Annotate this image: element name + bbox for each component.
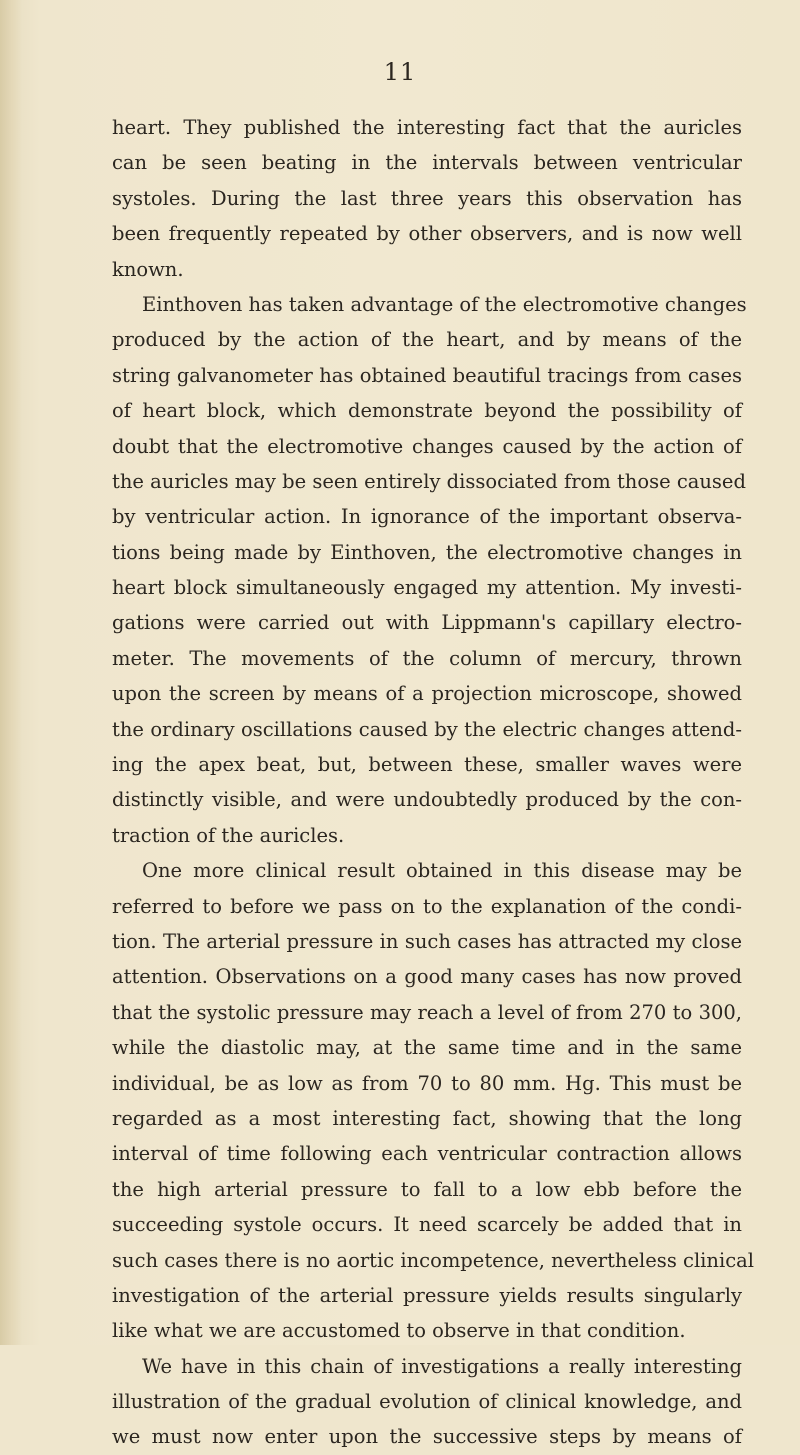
text-line: tion. The arterial pressure in such cases has attracted my close	[112, 929, 742, 953]
text-line: the ordinary oscillations caused by the electric changes attend-	[112, 717, 742, 741]
text-line: attention. Observations on a good many cases has now proved	[112, 965, 742, 989]
text-line: We have in this chain of investigations a really interesting	[142, 1354, 742, 1378]
text-line: such cases there is no aortic incompetence, nevertheless clinical	[112, 1248, 754, 1272]
text-line: systoles. During the last three years this observation has	[112, 186, 742, 210]
text-line: interval of time following each ventricular contraction allows	[112, 1142, 742, 1166]
text-line: upon the screen by means of a projection microscope, showed	[112, 682, 742, 706]
page-number: 11	[383, 58, 417, 86]
text-line: regarded as a most interesting fact, showing that the long	[112, 1106, 742, 1130]
text-line: the high arterial pressure to fall to a low ebb before the	[112, 1177, 742, 1201]
text-line: while the diastolic may, at the same time and in the same	[112, 1036, 742, 1060]
text-line: we must now enter upon the successive steps by means of	[112, 1425, 742, 1449]
text-line: tions being made by Einthoven, the electromotive changes in	[112, 540, 742, 564]
text-line: that the systolic pressure may reach a level of from 270 to 300,	[112, 1000, 742, 1024]
text-line: known.	[112, 257, 184, 281]
text-line: produced by the action of the heart, and by means of the	[112, 328, 742, 352]
text-line: individual, be as low as from 70 to 80 mm. Hg. This must be	[112, 1071, 742, 1095]
text-line: investigation of the arterial pressure yields results singularly	[112, 1283, 742, 1307]
text-line: One more clinical result obtained in this disease may be	[142, 859, 742, 883]
text-line: heart block simultaneously engaged my attention. My investi-	[112, 576, 742, 600]
page-gutter	[0, 0, 22, 1345]
text-line: doubt that the electromotive changes caused by the action of	[112, 434, 742, 458]
text-line: illustration of the gradual evolution of clinical knowledge, and	[112, 1390, 742, 1414]
text-line: of heart block, which demonstrate beyond the possibility of	[112, 399, 742, 423]
text-line: ing the apex beat, but, between these, smaller waves were	[112, 753, 742, 777]
text-line: heart. They published the interesting fact that the auricles	[112, 116, 742, 139]
text-line: by ventricular action. In ignorance of the important observa-	[112, 505, 742, 529]
text-line: string galvanometer has obtained beautiful tracings from cases	[112, 363, 742, 387]
text-line: the auricles may be seen entirely dissociated from those caused	[112, 469, 746, 493]
text-line: traction of the auricles.	[112, 823, 345, 847]
text-line: meter. The movements of the column of mercury, thrown	[112, 646, 742, 670]
body-text	[112, 110, 754, 1455]
text-line: like what we are accustomed to observe in that condition.	[112, 1319, 686, 1343]
text-line: succeeding systole occurs. It need scarcely be added that in	[112, 1213, 742, 1237]
text-line: Einthoven has taken advantage of the electromotive changes	[142, 292, 747, 316]
text-line: distinctly visible, and were undoubtedly produced by the con-	[112, 788, 742, 812]
text-line: gations were carried out with Lippmann's capillary electro-	[112, 611, 742, 635]
text-line: can be seen beating in the intervals between ventricular	[112, 151, 742, 175]
text-line: been frequently repeated by other observers, and is now well	[112, 222, 742, 246]
text-line: referred to before we pass on to the explanation of the condi-	[112, 894, 742, 918]
